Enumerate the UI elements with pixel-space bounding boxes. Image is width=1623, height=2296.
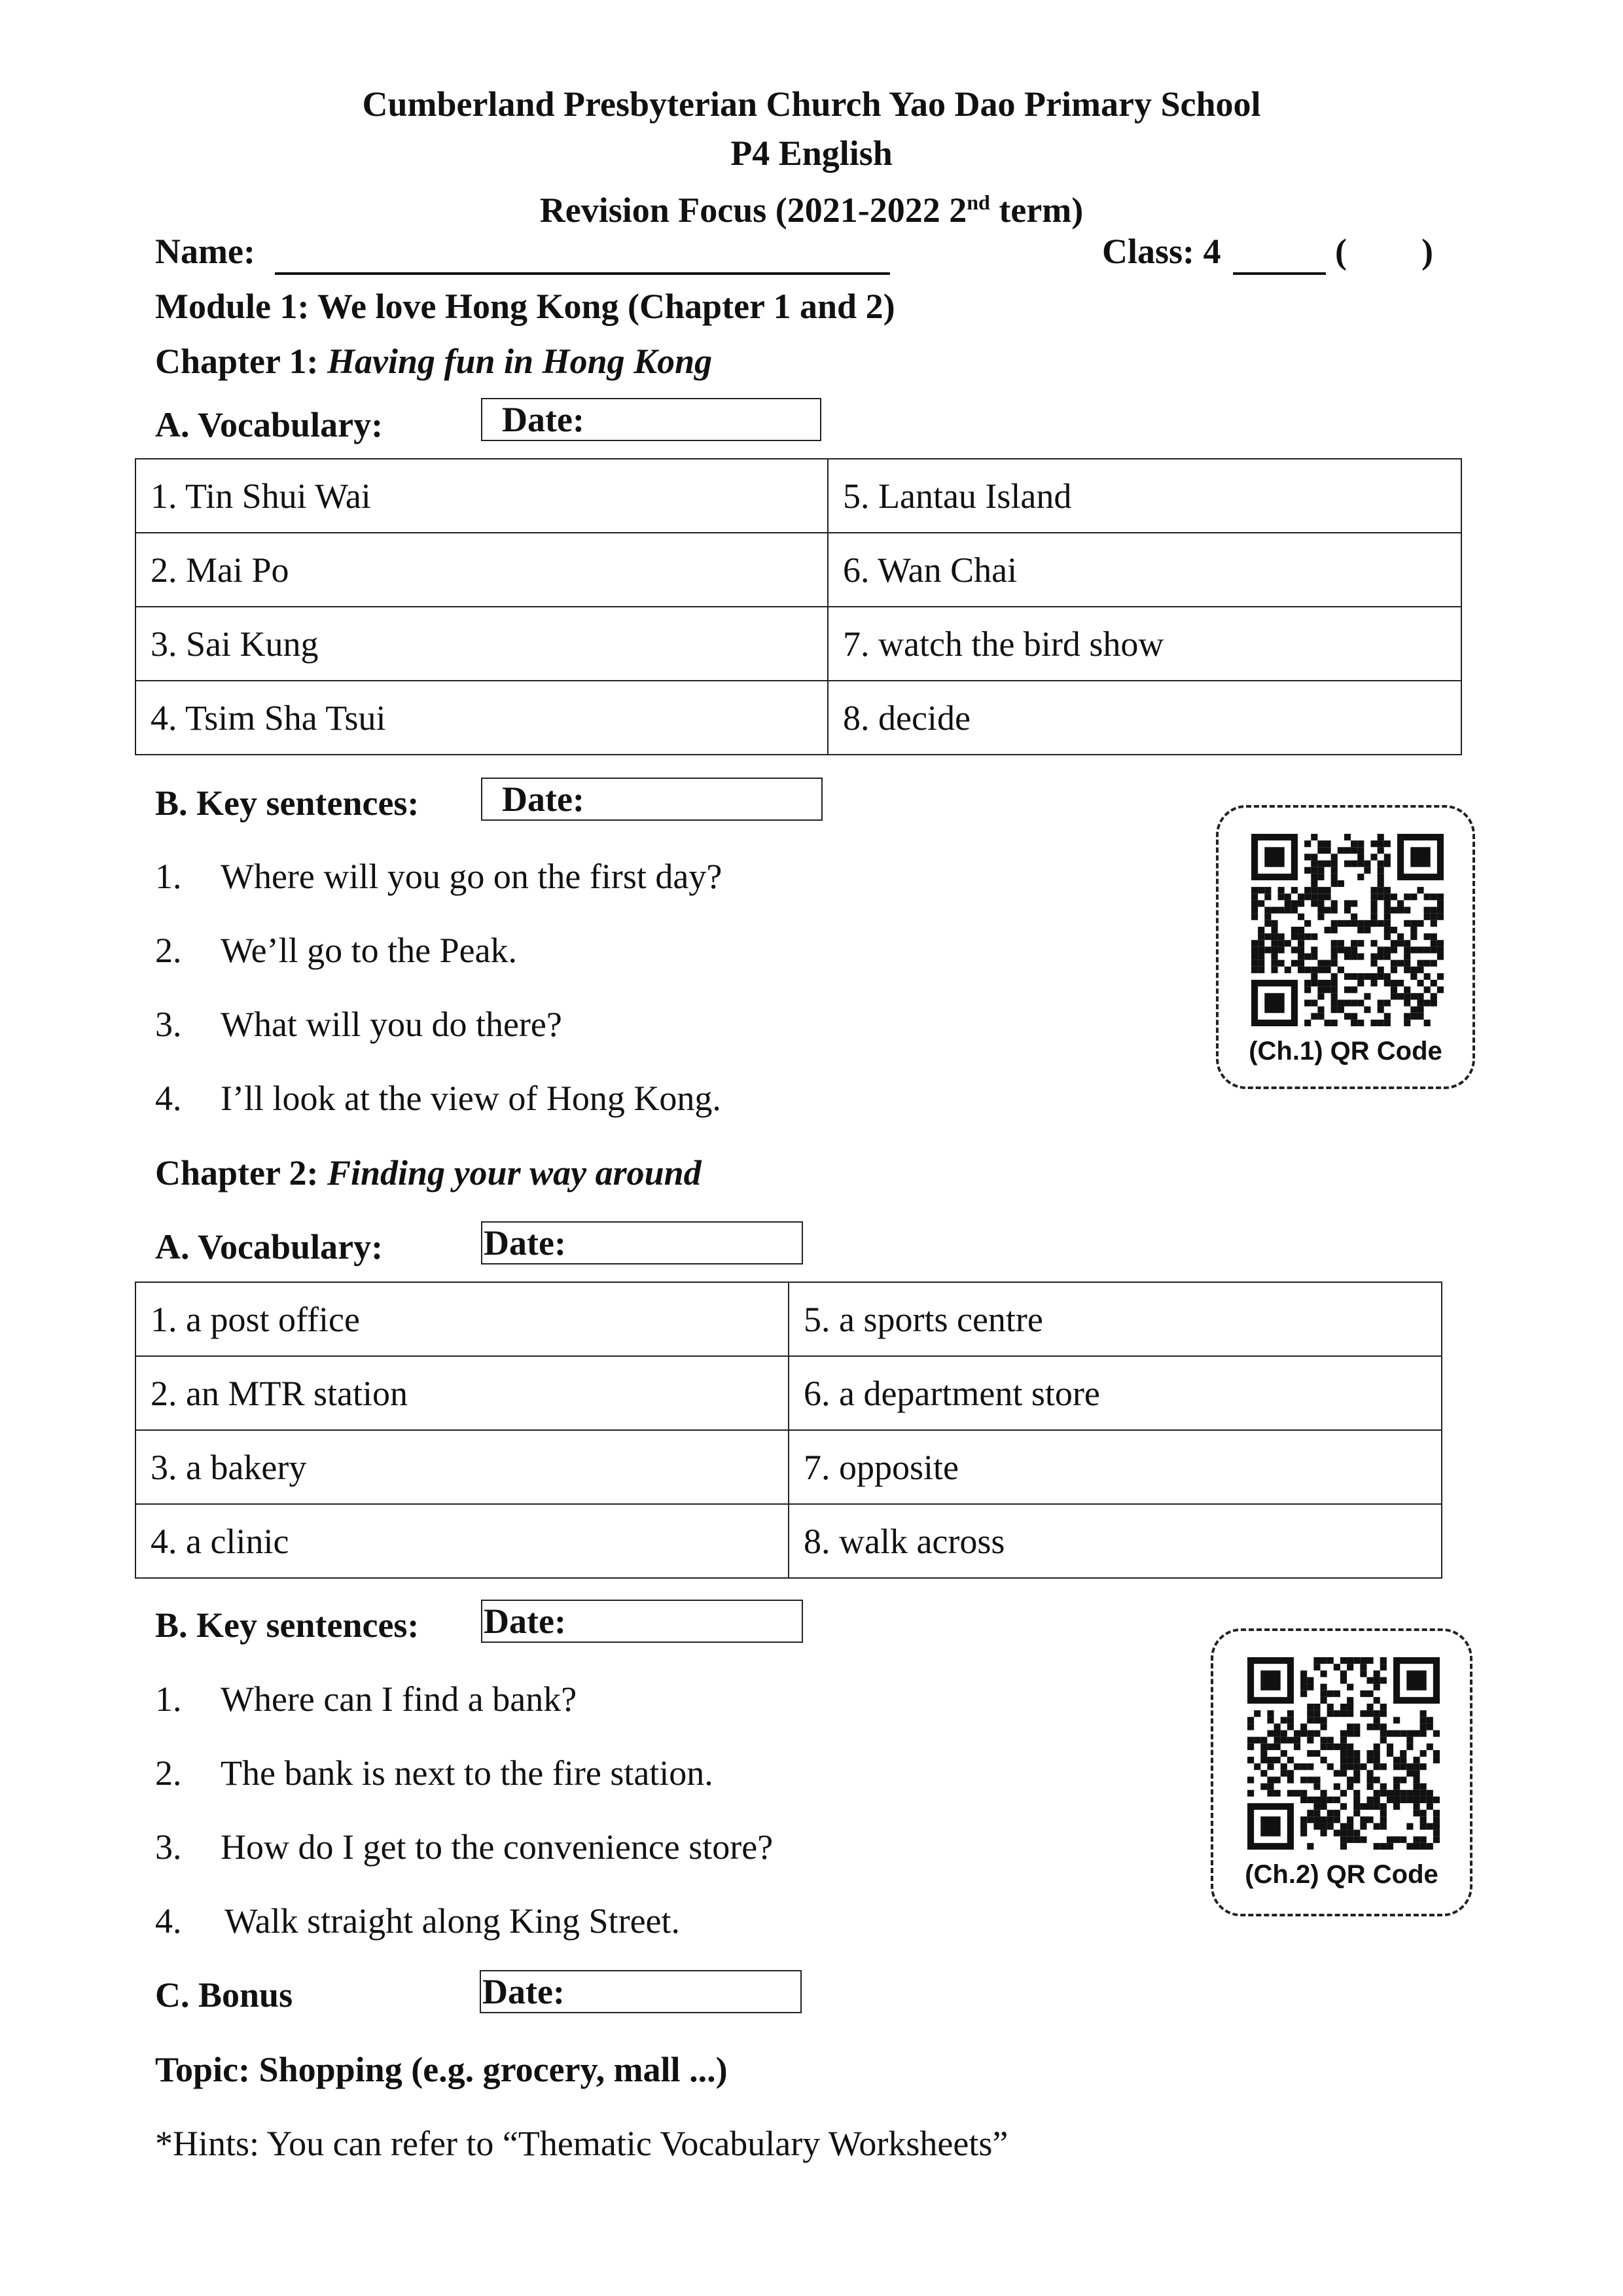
list-item: 4. I’ll look at the view of Hong Kong. — [155, 1079, 721, 1118]
chapter1-vocab-table — [135, 458, 1462, 755]
table-row — [135, 533, 1461, 607]
qr-code-icon — [1247, 1657, 1440, 1850]
chapter2-vocab-heading: A. Vocabulary: — [155, 1227, 383, 1266]
table-row — [135, 681, 1461, 755]
vocab-cell: 6. a department store — [789, 1356, 1442, 1430]
list-item: 1. Where will you go on the first day? — [155, 857, 722, 896]
qr-code-icon — [1251, 834, 1444, 1026]
chapter1-vocab-heading: A. Vocabulary: — [155, 405, 383, 444]
revision-focus-prefix: Revision Focus (2021-2022 2 — [539, 190, 967, 230]
table-row — [135, 459, 1461, 533]
class-label: Class: 4 — [1102, 232, 1221, 271]
revision-focus-title — [0, 181, 1623, 231]
list-item: 1. Where can I find a bank? — [155, 1679, 577, 1719]
vocab-cell: 5. Lantau Island — [828, 459, 1461, 533]
chapter2-sentences-date-field[interactable]: Date: — [481, 1600, 803, 1643]
chapter1-heading — [155, 340, 712, 382]
vocab-cell: 4. Tsim Sha Tsui — [135, 681, 828, 755]
vocab-cell: 4. a clinic — [135, 1504, 789, 1578]
bonus-hint: *Hints: You can refer to “Thematic Vocabulary Worksheets” — [155, 2124, 1008, 2163]
module-title: Module 1: We love Hong Kong (Chapter 1 and 2) — [155, 287, 895, 326]
vocab-cell: 8. decide — [828, 681, 1461, 755]
list-item: 3. What will you do there? — [155, 1005, 562, 1044]
chapter2-title: Finding your way around — [327, 1153, 702, 1193]
chapter1-title: Having fun in Hong Kong — [327, 342, 713, 381]
chapter1-vocab-date-field[interactable]: Date: — [481, 398, 821, 441]
bonus-date-field[interactable]: Date: — [480, 1970, 802, 2013]
chapter1-qr-card[interactable] — [1216, 805, 1475, 1089]
list-item: 2. We’ll go to the Peak. — [155, 931, 518, 970]
vocab-cell: 7. opposite — [789, 1430, 1442, 1504]
table-row — [135, 1282, 1442, 1356]
name-label: Name: — [155, 232, 255, 271]
vocab-cell: 3. Sai Kung — [135, 607, 828, 681]
table-row — [135, 1430, 1442, 1504]
chapter2-qr-card[interactable] — [1211, 1628, 1472, 1916]
chapter2-qr-caption: (Ch.2) QR Code — [1245, 1860, 1438, 1889]
table-row — [135, 607, 1461, 681]
chapter1-sentences-date-field[interactable]: Date: — [481, 778, 823, 821]
chapter1-sentences-heading: B. Key sentences: — [155, 783, 419, 823]
chapter2-heading — [155, 1152, 702, 1194]
name-input-line[interactable] — [275, 236, 890, 275]
vocab-cell: 5. a sports centre — [789, 1282, 1442, 1356]
bonus-heading: C. Bonus — [155, 1975, 293, 2015]
list-item: 4. Walk straight along King Street. — [155, 1901, 681, 1941]
vocab-cell: 1. a post office — [135, 1282, 789, 1356]
chapter2-label: Chapter 2: — [155, 1153, 319, 1193]
class-paren-open: ( — [1335, 232, 1347, 271]
vocab-cell: 1. Tin Shui Wai — [135, 459, 828, 533]
bonus-topic: Topic: Shopping (e.g. grocery, mall ...) — [155, 2050, 728, 2089]
chapter2-vocab-date-field[interactable]: Date: — [481, 1221, 803, 1265]
revision-focus-suffix: term) — [990, 190, 1084, 230]
school-name: Cumberland Presbyterian Church Yao Dao Primary School — [362, 84, 1261, 124]
revision-focus-sup: nd — [967, 190, 990, 214]
table-row — [135, 1504, 1442, 1578]
list-item: 3. How do I get to the convenience store? — [155, 1827, 774, 1867]
vocab-cell: 6. Wan Chai — [828, 533, 1461, 607]
chapter2-sentences-heading: B. Key sentences: — [155, 1605, 419, 1645]
chapter2-vocab-table — [135, 1282, 1442, 1579]
table-row — [135, 1356, 1442, 1430]
vocab-cell: 8. walk across — [789, 1504, 1442, 1578]
chapter1-qr-caption: (Ch.1) QR Code — [1249, 1037, 1442, 1066]
vocab-cell: 2. an MTR station — [135, 1356, 789, 1430]
list-item: 2. The bank is next to the fire station. — [155, 1753, 713, 1793]
class-paren-close: ) — [1421, 232, 1433, 271]
vocab-cell: 3. a bakery — [135, 1430, 789, 1504]
subject-title: P4 English — [730, 134, 893, 173]
class-input-line[interactable] — [1233, 236, 1326, 275]
chapter1-label: Chapter 1: — [155, 342, 319, 381]
vocab-cell: 7. watch the bird show — [828, 607, 1461, 681]
vocab-cell: 2. Mai Po — [135, 533, 828, 607]
